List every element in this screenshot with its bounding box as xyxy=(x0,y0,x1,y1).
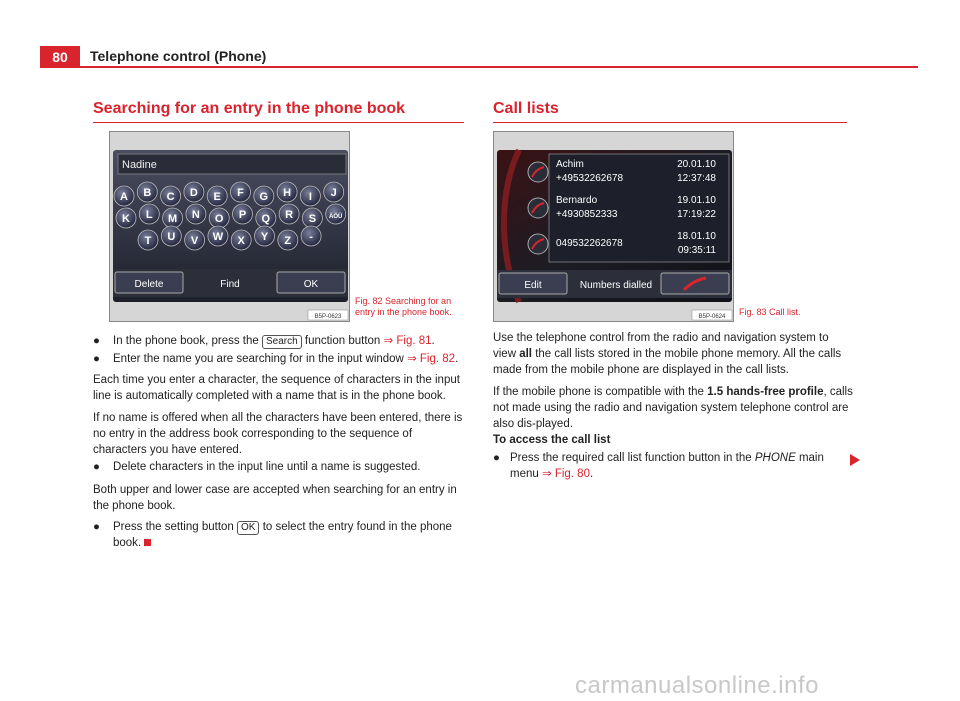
key-label: P xyxy=(238,209,247,221)
chapter-title: Telephone control (Phone) xyxy=(90,48,267,64)
paragraph-3: Both upper and lower case are accepted when searching for an entry in the phone book. xyxy=(93,484,457,512)
call-number: 049532262678 xyxy=(556,238,623,249)
key-label: I xyxy=(308,191,312,203)
watermark: carmanualsonline.info xyxy=(575,672,819,699)
call-icon[interactable] xyxy=(528,162,548,182)
caption-fig83 xyxy=(739,307,839,318)
paragraph-1: Each time you enter a character, the sequence of characters in the input line is automatically completed with a name that is in the phone book. xyxy=(93,374,460,402)
key-label: G xyxy=(259,191,269,203)
key-label: ÄÖÜ xyxy=(329,214,343,220)
call-list-svg xyxy=(494,132,734,322)
key-label: K xyxy=(122,213,130,225)
search-button-ref: Search xyxy=(262,335,302,349)
search-screen-svg xyxy=(110,132,350,322)
key-label: D xyxy=(189,187,198,199)
paragraph-call-2: If the mobile phone is compatible with the 1.5 hands-free profile, calls not made using the radio and navigation system telephone control are also dis-played. xyxy=(493,386,853,430)
call-number: +49532262678 xyxy=(556,173,624,184)
page-number: 80 xyxy=(40,46,80,68)
key-label: F xyxy=(237,187,244,199)
call-date: 19.01.10 xyxy=(677,195,716,206)
key-label: S xyxy=(308,213,317,225)
section-title-call-lists: Call lists xyxy=(493,100,847,123)
delete-button-label: Delete xyxy=(134,279,164,290)
bullet-1: ● In the phone book, press the Search function button ⇒ Fig. 81. xyxy=(93,335,435,347)
call-name: Bernardo xyxy=(556,195,598,206)
call-date: 18.01.10 xyxy=(677,231,716,242)
key-label: H xyxy=(283,187,292,199)
caption-number: Fig. 83 xyxy=(739,307,767,317)
access-heading: To access the call list xyxy=(493,434,611,446)
call-time: 09:35:11 xyxy=(677,245,716,256)
bullet-3: ● Delete characters in the input line until a name is suggested. xyxy=(93,461,421,473)
call-date: 20.01.10 xyxy=(677,159,716,170)
key-label: O xyxy=(214,213,224,225)
caption-text: Searching for an entry in the phone book. xyxy=(355,296,452,317)
key-label: R xyxy=(285,209,294,221)
figure-search-screen xyxy=(109,131,350,322)
call-number: +4930852333 xyxy=(556,209,618,220)
call-name: Achim xyxy=(556,159,584,170)
edit-button-label: Edit xyxy=(524,280,542,291)
paragraph-call-1: Use the telephone control from the radio and navigation system to view all the call lists stored in the mobile phone memory. All the calls made from the mobile phone are displayed in the call lists. xyxy=(493,332,842,376)
fig81-link[interactable]: ⇒ Fig. 81 xyxy=(383,335,432,347)
continue-arrow-icon xyxy=(850,454,860,466)
key-label: C xyxy=(166,191,175,203)
key-label: Z xyxy=(284,235,292,247)
key-label: T xyxy=(144,235,152,247)
call-icon[interactable] xyxy=(528,234,548,254)
key-label: E xyxy=(213,191,221,203)
find-button-label[interactable]: Find xyxy=(220,279,240,290)
section-end-mark xyxy=(144,539,151,546)
page-header xyxy=(40,46,918,68)
key-label: M xyxy=(168,213,178,225)
figure-code: B5P-0623 xyxy=(314,314,342,320)
fig82-link[interactable]: ⇒ Fig. 82 xyxy=(407,353,456,365)
search-input-text: Nadine xyxy=(122,159,157,171)
key-label: Q xyxy=(261,213,271,225)
dial-button[interactable] xyxy=(661,273,729,294)
call-time: 12:37:48 xyxy=(677,173,716,184)
key-label: B xyxy=(143,187,152,199)
key-label: - xyxy=(309,231,313,243)
figure-call-list-screen xyxy=(493,131,734,322)
numbers-dialled-label[interactable]: Numbers dialled xyxy=(579,280,653,291)
figure-code: B5P-0624 xyxy=(698,314,726,320)
key-label: U xyxy=(167,231,176,243)
key-label: Y xyxy=(260,231,269,243)
key-label: N xyxy=(191,209,200,221)
bullet-4: ● Press the setting button OK to select the entry found in the phone book. xyxy=(93,521,452,549)
ok-button-label: OK xyxy=(303,279,319,290)
ok-button-ref: OK xyxy=(237,521,259,535)
key-label: J xyxy=(330,187,337,199)
caption-fig82 xyxy=(355,296,461,318)
bullet-call-1: ● Press the required call list function button in the PHONE main menu ⇒ Fig. 80. xyxy=(493,452,824,480)
call-icon[interactable] xyxy=(528,198,548,218)
key-label: X xyxy=(237,235,245,247)
key-label: V xyxy=(190,235,199,247)
section-title-search: Searching for an entry in the phone book xyxy=(93,100,464,123)
fig80-link[interactable]: ⇒ Fig. 80 xyxy=(541,468,590,480)
caption-text: Call list. xyxy=(769,307,801,317)
call-time: 17:19:22 xyxy=(677,209,716,220)
bullet-2: ● Enter the name you are searching for in the input window ⇒ Fig. 82. xyxy=(93,353,459,365)
caption-number: Fig. 82 xyxy=(355,296,383,306)
paragraph-2: If no name is offered when all the characters have been entered, there is no entry in the address book corresponding to the sequence of characters you have entered. xyxy=(93,412,463,456)
key-label: W xyxy=(212,231,224,243)
key-label: A xyxy=(120,191,128,203)
key-label: L xyxy=(145,209,153,221)
